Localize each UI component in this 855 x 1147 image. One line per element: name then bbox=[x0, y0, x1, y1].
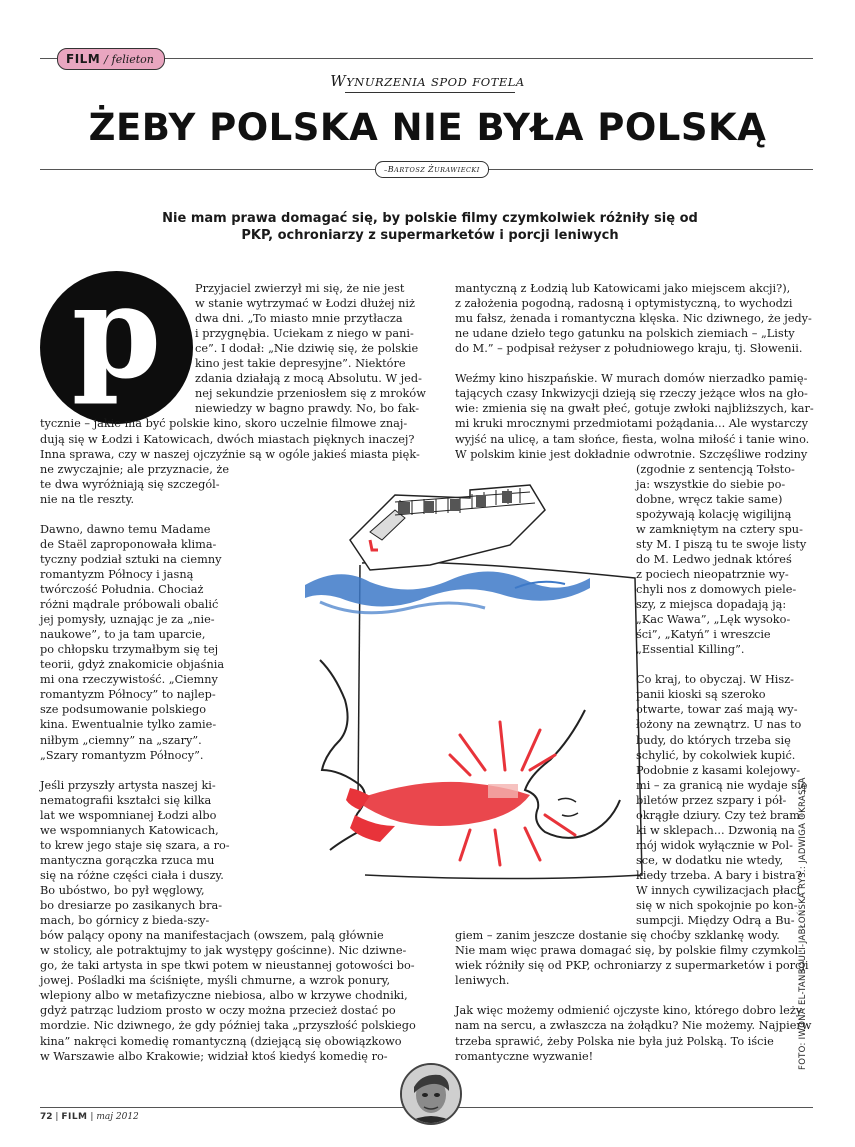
text-line: we wspomnianych Katowicach, bbox=[40, 823, 219, 837]
text-line: nej sekundzie przeniosłem się z mroków bbox=[195, 387, 426, 401]
text-line: kina. Ewentualnie tylko zamie- bbox=[40, 718, 217, 732]
text-line: nematografii kształci się kilka bbox=[40, 793, 212, 807]
text-line: z założenia pogodną, radosną i optymistyczną, to wychodzi bbox=[455, 297, 793, 311]
text-line: panii kioski są szeroko bbox=[636, 688, 766, 702]
text-line: do M.” – podpisał reżyser z południowego kraju, tj. Słowenii. bbox=[455, 342, 803, 356]
byline-text: –BARTOSZ ŻURAWIECKI bbox=[384, 165, 480, 174]
section-tag bbox=[57, 48, 165, 70]
text-line: budy, do których trzeba się bbox=[636, 733, 791, 747]
text-line: Jak więc możemy odmienić ojczyste kino, którego dobro leży bbox=[455, 1004, 803, 1018]
text-line: bo dresiarze po zasikanych bra- bbox=[40, 899, 223, 913]
text-line: mantyczna gorączka rzuca mu bbox=[40, 853, 215, 867]
text-line: w zamkniętym na cztery spu- bbox=[636, 522, 803, 536]
text-line: leniwych. bbox=[455, 974, 510, 988]
text-line: romantyzm Północy” to najlep- bbox=[40, 688, 216, 702]
text-line: Podobnie z kasami kolejowy- bbox=[636, 763, 801, 777]
text-line: tających czasy Inkwizycji dzieją się rzeczy jeżące włos na gło- bbox=[455, 387, 808, 401]
kicker-underline bbox=[345, 92, 515, 93]
text-line: ki w sklepach... Dzwonią na bbox=[636, 823, 795, 837]
text-line: w stolicy, ale potraktujmy to jak występy gościnne). Nic dziwne- bbox=[40, 944, 407, 958]
kicker-text: WYNURZENIA SPOD FOTELA bbox=[330, 72, 525, 90]
text-line: „Essential Killing”. bbox=[636, 643, 745, 657]
section-separator: / bbox=[104, 53, 108, 66]
text-line: łożony na zewnątrz. U nas to bbox=[636, 718, 802, 732]
text-line: mi – za granicą nie wydaje się bbox=[636, 778, 808, 792]
text-line: sty M. I piszą tu te swoje listy bbox=[636, 537, 807, 551]
text-line: sze podsumowanie polskiego bbox=[40, 703, 207, 717]
text-line: szy, z miejsca dopadają ją: bbox=[636, 598, 787, 612]
text-line: po chłopsku trzymałbym się tej bbox=[40, 643, 219, 657]
illustration-two-faces bbox=[300, 470, 660, 910]
text-line: Dawno, dawno temu Madame bbox=[40, 522, 211, 536]
text-line: biletów przez szpary i pół- bbox=[636, 793, 787, 807]
text-line: w stanie wytrzymać w Łodzi dłużej niż bbox=[195, 297, 415, 311]
text-line: Bo ubóstwo, bo pył węglowy, bbox=[40, 884, 205, 897]
text-line: (zgodnie z sentencją Tołsto- bbox=[636, 462, 795, 476]
text-line: ja: wszystkie do siebie po- bbox=[636, 477, 786, 491]
headline: ŻEBY POLSKA NIE BYŁA POLSKĄ bbox=[88, 106, 767, 149]
text-line: kina” nakręci komedię romantyczną (dziejącą się obowiązkowo bbox=[40, 1034, 402, 1048]
magazine-name: FILM bbox=[61, 1112, 88, 1122]
text-line: mantyczną z Łodzią lub Katowicami jako miejscem akcji?), bbox=[455, 282, 791, 295]
text-line: nie na tle reszty. bbox=[40, 492, 135, 506]
text-line: ne udane dzieło tego gatunku na polskich ziemiach – „Listy bbox=[455, 327, 795, 341]
text-line: naukowe”, to ja tam uparcie, bbox=[40, 628, 206, 642]
text-line: Weźmy kino hiszpańskie. W murach domów nierzadko pamię- bbox=[455, 372, 808, 386]
text-line: Co kraj, to obyczaj. W Hisz- bbox=[636, 673, 794, 687]
text-line: giem – zanim jeszcze dostanie się choćby szklankę wody. bbox=[455, 929, 780, 943]
text-line: te dwa wyróżniają się szczegól- bbox=[40, 477, 220, 491]
subsection-label: felieton bbox=[111, 53, 154, 66]
text-line: „Szary romantyzm Północy”. bbox=[40, 748, 204, 762]
text-line: sumpcji. Między Odrą a Bu- bbox=[636, 914, 795, 928]
text-line: jej pomysły, uznając je za „nie- bbox=[40, 613, 215, 627]
text-line: to krew jego staje się szara, a ro- bbox=[40, 838, 230, 852]
kicker bbox=[0, 72, 855, 90]
text-line: Jeśli przyszły artysta naszej ki- bbox=[40, 778, 216, 792]
page-number: 72 bbox=[40, 1112, 53, 1122]
text-line: niewiedzy w bagno prawdy. No, bo fak- bbox=[195, 402, 420, 416]
text-line: twórczość Południa. Chociaż bbox=[40, 583, 204, 596]
text-line: się na różne części ciała i duszy. bbox=[40, 868, 224, 882]
text-line: W innych cywilizacjach płaci bbox=[636, 884, 801, 897]
section-label: FILM bbox=[66, 52, 101, 66]
footer bbox=[40, 1112, 139, 1122]
issue-date: maj 2012 bbox=[96, 1112, 139, 1122]
text-line: i przygnębia. Uciekam z niego w pani- bbox=[195, 327, 414, 341]
text-line: romantyczne wyzwanie! bbox=[455, 1049, 594, 1063]
text-line: tyczny podział sztuki na ciemny bbox=[40, 552, 222, 566]
text-line: się w nich spokojnie po kon- bbox=[636, 899, 798, 913]
text-line: do M. Ledwo jednak któreś bbox=[636, 552, 792, 566]
footer-separator: | bbox=[90, 1112, 94, 1122]
text-line: chyli nos z domowych piele- bbox=[636, 583, 797, 596]
text-line: okrągłe dziury. Czy też bram- bbox=[636, 808, 804, 822]
text-line: ne zwyczajnie; ale przyznacie, że bbox=[40, 462, 230, 476]
byline bbox=[375, 161, 489, 178]
text-line: wiek różniły się od PKP, ochroniarzy z supermarketów i porcji bbox=[455, 959, 809, 973]
text-line: w Warszawie albo Krakowie; widział ktoś kiedyś komedię ro- bbox=[40, 1049, 388, 1063]
text-line: jowej. Pośladki ma ściśnięte, myśli chmurne, a wzrok ponury, bbox=[40, 974, 391, 988]
text-line: niłbym „ciemny” na „szary”. bbox=[40, 733, 202, 747]
text-line: wlepiony albo w metafizyczne niebiosa, albo w krzywe chodniki, bbox=[40, 989, 408, 1003]
text-line: kiedy trzeba. A bary i bistra? bbox=[636, 868, 802, 882]
text-line: otwarte, towar zaś mają wy- bbox=[636, 703, 798, 717]
text-line: nam na sercu, a zwłaszcza na żołądku? Nie możemy. Najpierw bbox=[455, 1019, 812, 1033]
text-line: trzeba sprawić, żeby Polska nie była już Polską. To iście bbox=[455, 1034, 774, 1048]
text-line: mój widok wyłącznie w Pol- bbox=[636, 838, 793, 852]
text-line: „Kac Wawa”, „Lęk wysoko- bbox=[636, 613, 791, 627]
text-line: dują się w Łodzi i Katowicach, dwóch miastach pięknych inaczej? bbox=[40, 432, 415, 446]
text-line: dwa dni. „To miasto mnie przytłacza bbox=[195, 312, 403, 326]
lead-paragraph: Nie mam prawa domagać się, by polskie filmy czymkolwiek różniły się od PKP, ochroniarzy z supermarketów i porcji leniwych bbox=[162, 211, 698, 243]
text-line: mi kruki mrocznymi przedmiotami pożądania... Ale wystarczy bbox=[455, 417, 808, 431]
text-line: kino jest takie depresyjne”. Niektóre bbox=[195, 357, 406, 371]
text-line: schylić, by cokolwiek kupić. bbox=[636, 748, 796, 762]
text-line: bów palący opony na manifestacjach (owszem, palą głównie bbox=[40, 929, 384, 943]
text-line: dobne, wręcz takie same) bbox=[636, 492, 783, 506]
author-photo bbox=[400, 1063, 462, 1125]
text-line: sce, w dodatku nie wtedy, bbox=[636, 853, 784, 867]
text-line: różni mądrale próbowali obalić bbox=[40, 598, 219, 612]
text-line: go, że taki artysta in spe tkwi potem w nieustannej gotowości bo- bbox=[40, 959, 415, 973]
text-line: wie: zmienia się na gwałt płeć, gotuje zwłoki najbliższych, kar- bbox=[455, 402, 814, 416]
text-line: ści”, „Katyń” i wreszcie bbox=[636, 628, 771, 642]
photo-credit: FOTO: IWONA EL-TANBOULI-JABŁOŃSKA RYS.: JADWIGA OKRASSA bbox=[798, 777, 808, 1070]
text-line: Inna sprawa, czy w naszej ojczyźnie są w ogóle jakieś miasta pięk- bbox=[40, 447, 420, 461]
text-line: zdania działają z mocą Absolutu. W jed- bbox=[195, 372, 422, 386]
text-line: spożywają kolację wigilijną bbox=[636, 507, 792, 521]
text-line: mach, bo górnicy z bieda-szy- bbox=[40, 914, 210, 928]
text-line: mordzie. Nic dziwnego, że gdy później taka „przyszłość polskiego bbox=[40, 1019, 416, 1033]
text-line: de Staël zaproponowała klima- bbox=[40, 537, 217, 551]
text-line: lat we wspomnianej Łodzi albo bbox=[40, 808, 217, 822]
text-line: gdyż patrząc ludziom prosto w oczy można przecież dostać po bbox=[40, 1004, 396, 1018]
text-line: romantyzm Północy i jasną bbox=[40, 567, 194, 581]
drop-cap-letter: p bbox=[71, 258, 162, 408]
text-line: W polskim kinie jest dokładnie odwrotnie. Szczęśliwe rodziny bbox=[455, 447, 808, 461]
text-line: tycznie – jakie ma być polskie kino, skoro uczelnie filmowe znaj- bbox=[40, 417, 408, 431]
text-line: teorii, gdyż znakomicie objaśnia bbox=[40, 658, 225, 672]
text-line: mi ona rzeczywistość. „Ciemny bbox=[40, 673, 218, 687]
text-line: Przyjaciel zwierzył mi się, że nie jest bbox=[195, 282, 405, 295]
text-line: ce”. I dodał: „Nie dziwię się, że polskie bbox=[195, 342, 419, 356]
text-line: mu fałsz, żenada i romantyczna klęska. Nic dziwnego, że jedy- bbox=[455, 312, 812, 326]
footer-separator: | bbox=[55, 1112, 59, 1122]
text-line: z pociech nieopatrznie wy- bbox=[636, 567, 789, 581]
text-line: Nie mam więc prawa domagać się, by polskie filmy czymkol- bbox=[455, 944, 803, 958]
text-line: wyjść na ulicę, a tam słońce, fiesta, wolna miłość i tanie wino. bbox=[455, 432, 810, 446]
author-portrait-image bbox=[402, 1065, 460, 1123]
